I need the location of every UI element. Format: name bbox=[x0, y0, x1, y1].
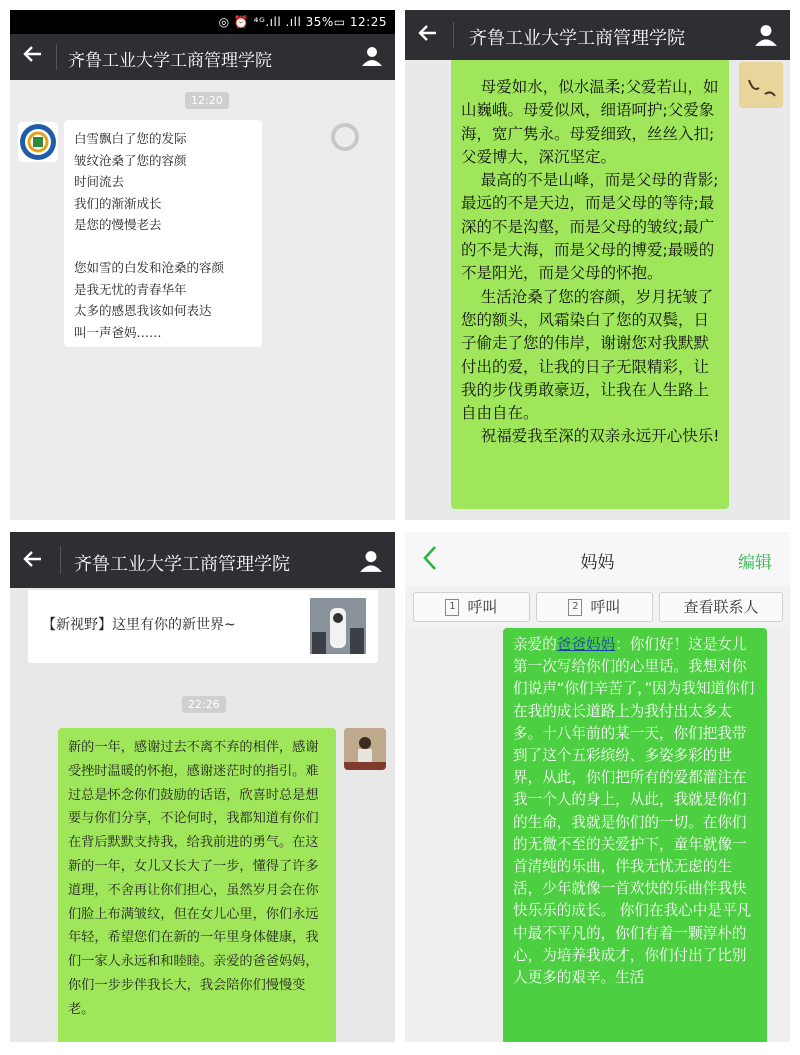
edit-button[interactable]: 编辑 bbox=[738, 553, 772, 573]
message-bubble[interactable] bbox=[58, 728, 336, 1042]
sms-header bbox=[405, 532, 790, 587]
sender-avatar[interactable] bbox=[739, 62, 783, 108]
chat-header bbox=[10, 532, 395, 588]
status-bar bbox=[10, 10, 395, 34]
screenshot-panel-1 bbox=[10, 10, 395, 520]
message-body: ：你们好！这是女儿第一次写给你们的心里话。我想对你们说声“你们辛苦了，”因为我知道你们在我的成长道路上为我付出太多太多。十八年前的某一天，你们把我带到了这个五彩缤纷、多姿多彩的世界，从此，你们把所有的爱都灌注在我一个人的身上，从此，我就是你们的生命，我就是你们的一切。在你们的无微不至的关爱护下，童年就像一首清纯的乐曲，伴我无忧无虑的生活，少年就像一首欢快的乐曲伴我快快乐乐的成长。 你们在我心中是平凡中最不平凡的，你们有着一颗淳朴的心，为培养我成才，你们付出了比别人更多的艰辛。生活 bbox=[513, 636, 755, 987]
chat-header bbox=[10, 34, 395, 80]
message-bubble[interactable] bbox=[503, 628, 767, 1042]
article-card[interactable] bbox=[28, 590, 378, 663]
chat-title: 齐鲁工业大学工商管理学院 bbox=[469, 28, 685, 49]
message-bubble[interactable] bbox=[451, 60, 729, 509]
screenshot-panel-2 bbox=[405, 10, 790, 520]
screenshot-panel-4 bbox=[405, 532, 790, 1042]
action-bar bbox=[405, 586, 790, 626]
message-bubble[interactable] bbox=[64, 120, 262, 347]
call-sim1-button[interactable] bbox=[413, 592, 530, 622]
header-divider bbox=[56, 44, 57, 70]
sender-avatar[interactable] bbox=[18, 122, 58, 162]
person-icon[interactable] bbox=[754, 23, 778, 51]
screenshot-panel-3 bbox=[10, 532, 395, 1042]
call-sim2-button[interactable] bbox=[536, 592, 653, 622]
message-text: 新的一年，感谢过去不离不弃的相伴，感谢受挫时温暖的怀抱，感谢迷茫时的指引。难过总是怀念你们鼓励的话语，欣喜时总是想要与你们分享，不论何时，我都知道有你们在背后默默支持我，给我前进的勇气。在这新的一年，女儿又长大了一步，懂得了许多道理，不舍再让你们担心，虽然岁月会在你们脸上布满皱纹，但在女儿心里，你们永远年轻，希望您们在新的一年里身体健康，我们一家人永远和和睦睦。亲爱的爸爸妈妈，你们一步步伴我长大，我会陪你们慢慢变老。 bbox=[68, 740, 319, 1017]
record-circle-icon[interactable] bbox=[330, 122, 360, 152]
call-sim2-label: 呼叫 bbox=[590, 598, 621, 616]
sim-card-icon: 1 bbox=[445, 599, 459, 616]
chat-title: 齐鲁工业大学工商管理学院 bbox=[68, 51, 272, 71]
message-text: 白雪飘白了您的发际 皱纹沧桑了您的容颜 时间流去 我们的渐渐成长 是您的慢慢老去 您如雪的白发和沧桑的容颜 是我无忧的青春华年 太多的感恩我该如何表达 叫一声爸妈…… bbox=[74, 131, 225, 340]
view-contact-button[interactable]: 查看联系人 bbox=[659, 592, 783, 622]
article-card-title: 【新视野】这里有你的新世界~ bbox=[42, 617, 236, 633]
back-arrow-icon[interactable] bbox=[22, 43, 44, 71]
chat-title: 齐鲁工业大学工商管理学院 bbox=[74, 554, 290, 575]
back-arrow-icon[interactable] bbox=[417, 22, 439, 50]
message-link[interactable]: 爸爸妈妈 bbox=[556, 636, 616, 653]
contact-name: 妈妈 bbox=[580, 553, 615, 573]
message-prefix: 亲爱的 bbox=[513, 636, 557, 653]
status-bar-right: ◎ ⏰ ⁴ᴳ.ıll .ıll 35%▭ 12:25 bbox=[218, 15, 387, 29]
header-divider bbox=[60, 546, 61, 574]
sender-avatar[interactable] bbox=[344, 728, 386, 770]
sim-card-icon: 2 bbox=[568, 599, 582, 616]
article-thumbnail bbox=[310, 598, 366, 654]
person-icon[interactable] bbox=[359, 549, 383, 577]
back-arrow-icon[interactable] bbox=[22, 548, 44, 576]
call-sim1-label: 呼叫 bbox=[467, 598, 498, 616]
message-timestamp: 12:20 bbox=[185, 92, 229, 109]
message-timestamp: 22:26 bbox=[182, 696, 226, 713]
chat-header bbox=[405, 10, 790, 60]
header-divider bbox=[453, 22, 454, 48]
message-text: 母爱如水，似水温柔;父爱若山，如山巍峨。母爱似风，细语呵护;父爱象海，宽广隽永。母爱细致，丝丝入扣;父爱博大，深沉坚定。 最高的不是山峰，而是父母的背影;最远的不是天边，而是父母的等待;最深的不是沟壑，而是父母的皱纹;最广的不是大海，而是父母的博爱;最暖的不是阳光，而是父母的怀抱。 生活沧桑了您的容颜，岁月抚皱了您的额头，风霜染白了您的双鬓，日子偷走了您的伟岸，谢谢您对我默默付出的爱，让我的日子无限精彩，让我的步伐勇敢豪迈，让我在人生路上自由自在。 祝福爱我至深的双亲永远开心快乐! bbox=[461, 78, 720, 446]
message-text bbox=[513, 634, 761, 989]
person-icon[interactable] bbox=[361, 45, 383, 71]
